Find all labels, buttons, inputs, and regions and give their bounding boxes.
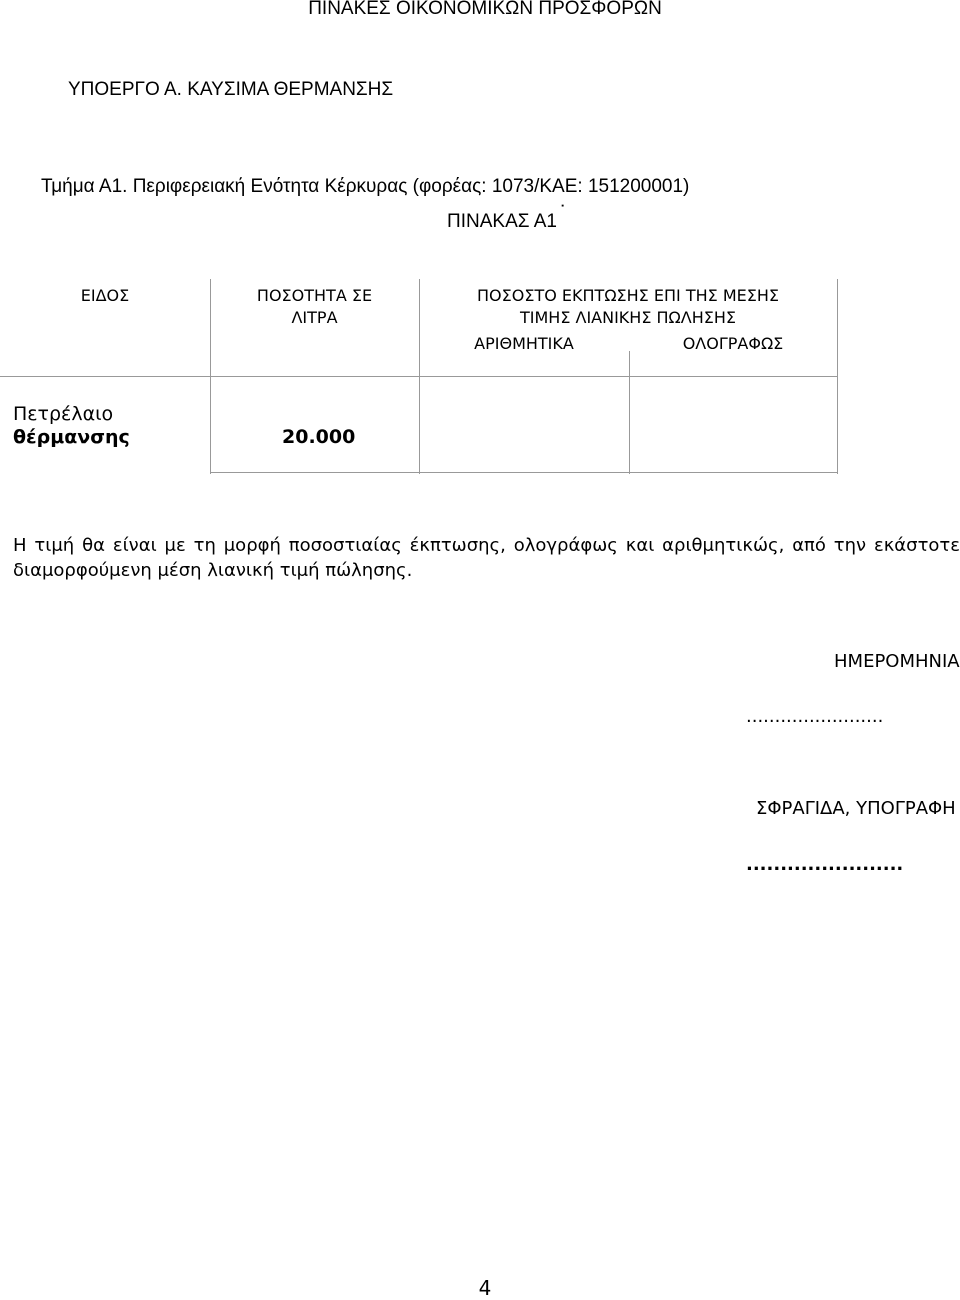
main-title: ΠΙΝΑΚΕΣ ΟΙΚΟΝΟΜΙΚΩΝ ΠΡΟΣΦΟΡΩΝ <box>308 0 662 19</box>
section-title: Τμήμα Α1. Περιφερειακή Ενότητα Κέρκυρας (φορέας: 1073/ΚΑΕ: 151200001) <box>41 176 690 197</box>
row-words[interactable] <box>640 426 830 449</box>
header-discount-line1: ΠΟΣΟΣΤΟ ΕΚΠΤΩΣΗΣ ΕΠΙ ΤΗΣ ΜΕΣΗΣ <box>477 286 779 305</box>
row-item-line2: θέρμανσης <box>13 426 130 448</box>
seal-signature-placeholder[interactable]: ....................... <box>746 854 904 875</box>
table-hline-bottom <box>210 472 838 473</box>
pricing-note-line2: διαμορφούμενη μέση λιανική τιμή πώλησης. <box>13 560 413 581</box>
header-numeric: ΑΡΙΘΜΗΤΙΚΑ <box>474 334 574 353</box>
row-item-line1: Πετρέλαιο <box>13 403 114 425</box>
pricing-note <box>13 533 960 583</box>
header-words: ΟΛΟΓΡΑΦΩΣ <box>682 334 784 353</box>
table-vline-3 <box>629 351 630 474</box>
date-label: ΗΜΕΡΟΜΗΝΙΑ <box>834 651 960 672</box>
row-numeric[interactable] <box>430 426 620 449</box>
header-quantity-line2: ΛΙΤΡΑ <box>291 308 338 327</box>
header-item: ΕΙΔΟΣ <box>80 286 130 305</box>
date-placeholder[interactable]: ........................ <box>746 706 884 727</box>
row-quantity: 20.000 <box>282 426 356 448</box>
pricing-note-line1: Η τιμή θα είναι με τη μορφή ποσοστιαίας έκπτωσης, ολογράφως και αριθμητικώς, από την εκάστοτε <box>13 535 960 556</box>
table-hline-header <box>0 376 838 377</box>
page-number: 4 <box>478 1276 492 1300</box>
header-quantity-line1: ΠΟΣΟΤΗΤΑ ΣΕ <box>256 286 373 305</box>
table-id <box>447 201 568 233</box>
seal-signature-label: ΣΦΡΑΓΙΔΑ, ΥΠΟΓΡΑΦΗ <box>756 798 956 819</box>
table-id-text: ΠΙΝΑΚΑΣ Α1 <box>447 211 557 232</box>
header-discount-line2: ΤΙΜΗΣ ΛΙΑΝΙΚΗΣ ΠΩΛΗΣΗΣ <box>519 308 737 327</box>
subproject-title: ΥΠΟΕΡΓΟ Α. ΚΑΥΣΙΜΑ ΘΕΡΜΑΝΣΗΣ <box>68 79 394 100</box>
table-id-mark: ˙ <box>559 201 568 226</box>
